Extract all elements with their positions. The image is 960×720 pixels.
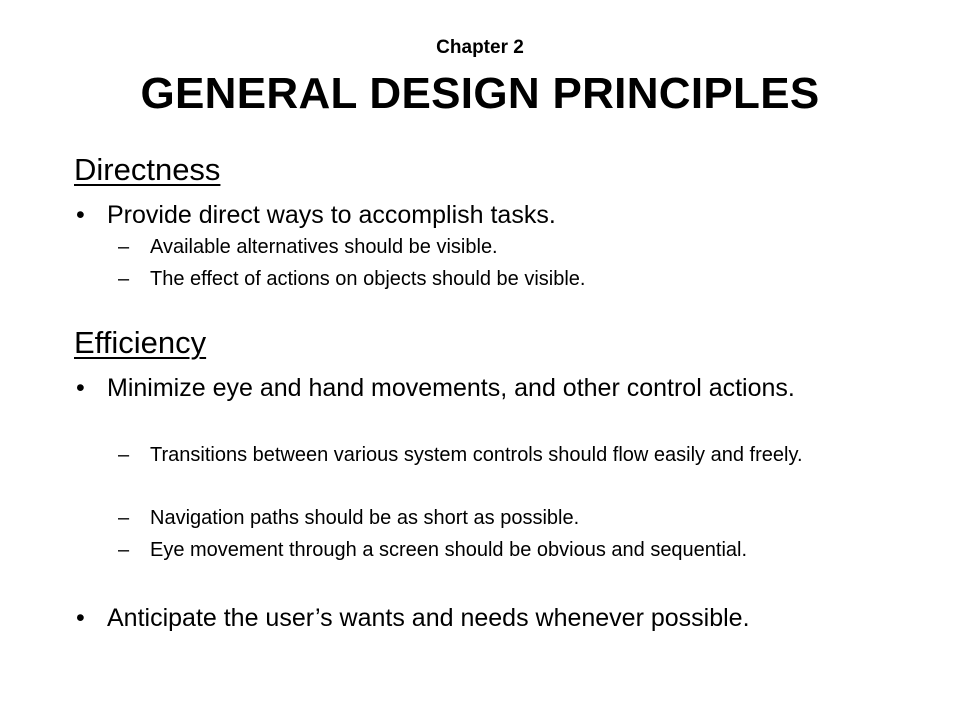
sub-bullet-text: Navigation paths should be as short as possible.: [150, 507, 580, 529]
sub-bullet-text: Available alternatives should be visible.: [150, 236, 498, 258]
sub-bullet-item: [118, 442, 918, 468]
sub-bullet-item: [118, 234, 918, 260]
bullet-mark: •: [76, 604, 85, 632]
section-heading-efficiency: Efficiency: [74, 325, 207, 360]
sub-bullet-text: Eye movement through a screen should be obvious and sequential.: [150, 539, 748, 561]
chapter-label: Chapter 2: [436, 37, 524, 58]
dash-mark: –: [118, 444, 130, 466]
section-heading-directness: Directness: [74, 152, 221, 187]
bullet-mark: •: [76, 201, 85, 229]
bullet-item: [74, 602, 924, 634]
bullet-text: Provide direct ways to accomplish tasks.: [107, 201, 556, 229]
sub-bullet-item: [118, 537, 918, 563]
sub-bullet-item: [118, 266, 918, 292]
sub-bullet-text: Transitions between various system controls should flow easily and freely.: [150, 444, 803, 466]
bullet-item: [74, 372, 924, 404]
dash-mark: –: [118, 236, 130, 258]
slide-title: GENERAL DESIGN PRINCIPLES: [140, 69, 820, 118]
dash-mark: –: [118, 539, 130, 561]
bullet-text: Anticipate the user’s wants and needs whenever possible.: [107, 604, 750, 632]
dash-mark: –: [118, 268, 130, 290]
sub-bullet-item: [118, 505, 918, 531]
bullet-mark: •: [76, 374, 85, 402]
dash-mark: –: [118, 507, 130, 529]
bullet-item: [74, 199, 924, 231]
sub-bullet-text: The effect of actions on objects should be visible.: [150, 268, 586, 290]
bullet-text: Minimize eye and hand movements, and other control actions.: [107, 374, 795, 402]
